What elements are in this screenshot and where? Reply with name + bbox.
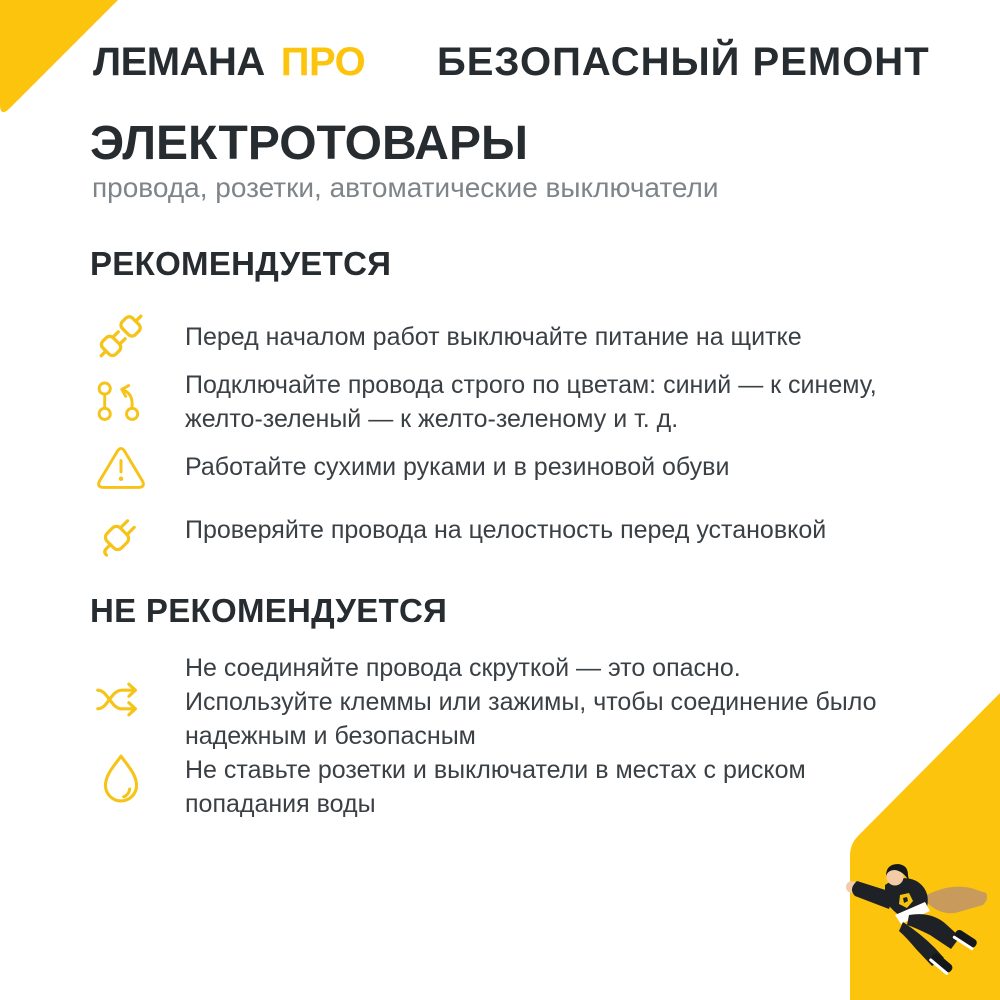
text-line: Подключайте провода строго по цветам: синий — к синему, xyxy=(185,371,877,399)
recommended-item-3 xyxy=(90,450,729,492)
text-line: желто-зеленый — к желто-зеленому и т. д. xyxy=(185,405,679,433)
plug-icon xyxy=(90,505,152,563)
recommended-item-1-text xyxy=(185,320,802,354)
text-line: Работайте сухими руками и в резиновой обуви xyxy=(185,453,730,481)
not-recommended-item-2-text xyxy=(185,753,806,821)
not-recommended-item-1 xyxy=(90,651,877,753)
page-subtitle: провода, розетки, автоматические выключатели xyxy=(92,172,719,203)
brand-logo xyxy=(93,40,365,85)
text-line: надежным и безопасным xyxy=(185,722,476,750)
campaign-title: БЕЗОПАСНЫЙ РЕМОНТ xyxy=(437,40,930,84)
not-recommended-item-2 xyxy=(90,753,806,821)
water-drop-icon xyxy=(90,752,152,806)
plug-disconnected-icon xyxy=(90,306,152,366)
wires-by-color-icon xyxy=(90,380,152,428)
recommended-item-2 xyxy=(90,368,877,436)
section-recommended-heading: РЕКОМЕНДУЕТСЯ xyxy=(90,245,392,282)
recommended-item-1 xyxy=(90,320,802,366)
text-line: Используйте клеммы или зажимы, чтобы соединение было xyxy=(185,688,877,716)
text-line: Проверяйте провода на целостность перед установкой xyxy=(185,516,827,544)
brand-logo-primary: ЛЕМАНА xyxy=(93,40,265,84)
section-not-recommended-heading: НЕ РЕКОМЕНДУЕТСЯ xyxy=(90,592,448,629)
recommended-item-3-text xyxy=(185,450,729,484)
recommended-item-4-text xyxy=(185,513,826,547)
brand-logo-accent: ПРО xyxy=(280,40,366,84)
text-line: Не соединяйте провода скруткой — это опасно. xyxy=(185,654,741,682)
text-line: Перед началом работ выключайте питание на щитке xyxy=(185,323,802,351)
recommended-item-4 xyxy=(90,513,826,563)
recommended-item-2-text xyxy=(185,368,877,436)
page-title: ЭЛЕКТРОТОВАРЫ xyxy=(90,117,528,170)
twisted-wires-icon xyxy=(90,678,152,721)
not-recommended-item-1-text xyxy=(185,651,877,753)
superhero-mascot xyxy=(843,855,993,985)
text-line: попадания воды xyxy=(185,790,376,818)
warning-triangle-icon xyxy=(90,443,152,492)
text-line: Не ставьте розетки и выключатели в местах с риском xyxy=(185,756,806,784)
